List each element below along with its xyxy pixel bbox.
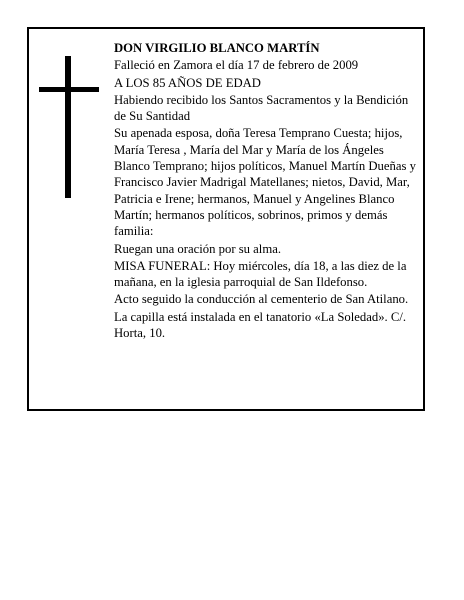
deceased-name: DON VIRGILIO BLANCO MARTÍN xyxy=(114,41,320,55)
notice-text xyxy=(114,40,422,342)
chapel-location: La capilla está instalada en el tanatorio «La Soledad». C/. Horta, 10. xyxy=(114,309,407,341)
family-list: Su apenada esposa, doña Teresa Temprano Cuesta; hijos, María Teresa , María del Mar y María de los Ángeles Blanco Temprano; hijos políticos, Manuel Martín Dueñas y Francisco Javier Madrigal Matellanes; nietos, David, Mar, Patricia e Irene; hermanos, Manuel y Angelines Blanco Martín; hermanos políticos, sobrinos, primos y demás familia: xyxy=(114,126,416,239)
cross-horizontal-bar xyxy=(39,87,99,92)
cross-icon xyxy=(39,56,99,198)
sacraments-line: Habiendo recibido los Santos Sacramentos y la Bendición de Su Santidad xyxy=(114,92,409,124)
death-date: Falleció en Zamora el día 17 de febrero de 2009 xyxy=(114,58,359,73)
funeral-mass: MISA FUNERAL: Hoy miércoles, día 18, a las diez de la mañana, en la iglesia parroquial de San Ildefonso. xyxy=(114,258,407,290)
cross-vertical-bar xyxy=(65,56,71,198)
age-line: A LOS 85 AÑOS DE EDAD xyxy=(114,75,261,90)
prayer-request: Ruegan una oración por su alma. xyxy=(114,241,282,256)
cemetery-procession: Acto seguido la conducción al cementerio de San Atilano. xyxy=(114,292,409,307)
obituary-notice xyxy=(27,27,425,411)
